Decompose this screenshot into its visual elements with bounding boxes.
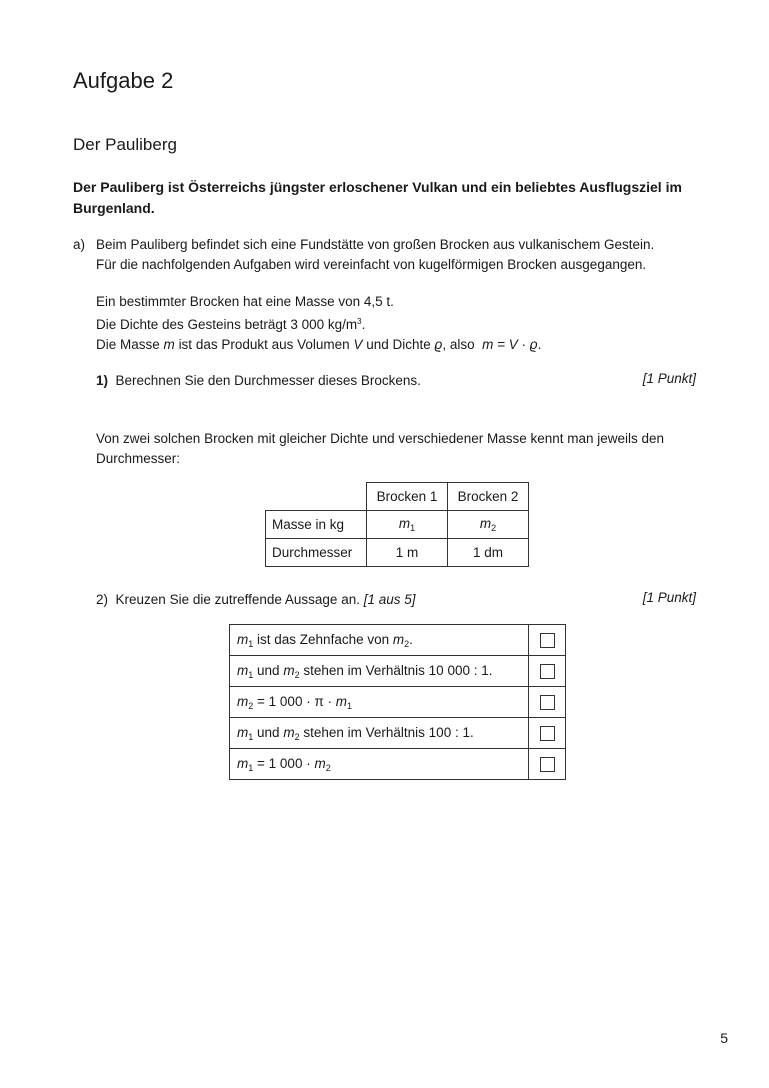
- row-label-diameter: Durchmesser: [266, 539, 367, 567]
- option-4-text: [230, 718, 529, 749]
- option-text: = 1 000 · π ·: [257, 693, 333, 709]
- var-m: m: [335, 693, 348, 709]
- option-1-checkbox-cell[interactable]: [529, 625, 566, 656]
- var-m: m: [237, 724, 249, 740]
- option-text: ist das Zehnfache von: [257, 631, 390, 647]
- option-4-checkbox-cell[interactable]: [529, 718, 566, 749]
- part-a-label: a): [73, 237, 86, 252]
- table-row: [230, 625, 566, 656]
- formula-var-v: V: [353, 337, 363, 352]
- density-exponent: 3: [357, 317, 362, 326]
- density-line: [96, 312, 716, 335]
- var-m: m: [237, 755, 249, 771]
- question-2-text: Kreuzen Sie die zutreffende Aussage an.: [115, 592, 360, 607]
- option-2-checkbox[interactable]: [540, 664, 555, 679]
- var-m: m: [392, 631, 405, 647]
- option-2-text: [230, 656, 529, 687]
- var-m: m: [479, 516, 492, 531]
- row-label-mass: Masse in kg: [266, 511, 367, 539]
- table-row: [266, 483, 529, 511]
- var-m: m: [398, 516, 411, 531]
- formula-var-m: m: [163, 337, 175, 352]
- header-brocken-1: Brocken 1: [367, 483, 448, 511]
- var-m: m: [237, 693, 249, 709]
- table-row: [230, 656, 566, 687]
- question-2-points: [1 Punkt]: [642, 590, 696, 605]
- var-m: m: [237, 662, 249, 678]
- subscript: 2: [294, 669, 300, 680]
- option-4-checkbox[interactable]: [540, 726, 555, 741]
- option-2-checkbox-cell[interactable]: [529, 656, 566, 687]
- cell-diameter-2: 1 dm: [448, 539, 529, 567]
- cell-mass-2: [448, 511, 529, 539]
- formula-end: .: [537, 337, 542, 352]
- formula-text: ist das Produkt aus Volumen: [178, 337, 350, 352]
- table-row: [230, 749, 566, 780]
- option-1-checkbox[interactable]: [540, 633, 555, 648]
- subscript: 1: [248, 638, 254, 649]
- subscript: 1: [347, 700, 353, 711]
- cell-diameter-1: 1 m: [367, 539, 448, 567]
- option-text: und: [257, 724, 280, 740]
- var-m: m: [314, 755, 326, 771]
- mass-line: Ein bestimmter Brocken hat eine Masse von 4,5 t.: [96, 294, 394, 309]
- question-1-text: Berechnen Sie den Durchmesser dieses Brockens.: [115, 373, 421, 388]
- density-end: .: [361, 317, 366, 332]
- part-a-text: [96, 235, 716, 275]
- cell-mass-1: [367, 511, 448, 539]
- question-1-number: 1): [96, 373, 109, 388]
- option-3-text: [230, 687, 529, 718]
- subscript: 2: [404, 638, 410, 649]
- page-title: Aufgabe 2: [73, 68, 174, 93]
- var-m: m: [237, 631, 249, 647]
- option-5-text: [230, 749, 529, 780]
- var-m: m: [283, 662, 295, 678]
- density-text: Die Dichte des Gesteins beträgt 3 000 kg/m: [96, 317, 358, 332]
- option-3-checkbox[interactable]: [540, 695, 555, 710]
- table-corner: [266, 483, 367, 511]
- subscript: 2: [294, 731, 300, 742]
- section-title: Der Pauliberg: [73, 135, 177, 154]
- intro-text: Der Pauliberg ist Österreichs jüngster erloschener Vulkan und ein beliebtes Ausflugsziel im Burgenland.: [73, 179, 682, 216]
- formula-var-rho: ϱ: [434, 337, 443, 352]
- option-5-checkbox-cell[interactable]: [529, 749, 566, 780]
- option-1-text: [230, 625, 529, 656]
- subscript: 1: [248, 762, 254, 773]
- subscript: 2: [248, 700, 254, 711]
- table-row: [230, 687, 566, 718]
- subscript: 2: [491, 523, 497, 533]
- option-text: stehen im Verhältnis 100 : 1.: [303, 724, 474, 740]
- subscript: 1: [410, 523, 416, 533]
- subscript: 1: [248, 669, 254, 680]
- var-m: m: [283, 724, 295, 740]
- subscript: 2: [325, 762, 331, 773]
- formula-line: [96, 335, 716, 355]
- question-2-hint: [1 aus 5]: [363, 592, 416, 607]
- table-row: [230, 718, 566, 749]
- question-1: [96, 371, 696, 391]
- table-row: [266, 539, 529, 567]
- formula-text: , also: [442, 337, 475, 352]
- option-text: .: [409, 631, 413, 647]
- subscript: 1: [248, 731, 254, 742]
- formula-text: Die Masse: [96, 337, 160, 352]
- answer-options-table: [229, 624, 566, 780]
- given-values: [96, 292, 716, 355]
- header-brocken-2: Brocken 2: [448, 483, 529, 511]
- table-row: [266, 511, 529, 539]
- question-2-number: 2): [96, 592, 109, 607]
- option-text: stehen im Verhältnis 10 000 : 1.: [303, 662, 493, 678]
- option-3-checkbox-cell[interactable]: [529, 687, 566, 718]
- part-a-line2: Für die nachfolgenden Aufgaben wird vereinfacht von kugelförmigen Brocken ausgegangen.: [96, 257, 647, 272]
- rocks-table: [265, 482, 529, 567]
- option-5-checkbox[interactable]: [540, 757, 555, 772]
- option-text: und: [257, 662, 280, 678]
- page-number: 5: [720, 1030, 728, 1046]
- question-1-points: [1 Punkt]: [642, 371, 696, 386]
- part-a-line1: Beim Pauliberg befindet sich eine Fundstätte von großen Brocken aus vulkanischem Gestein.: [96, 237, 655, 252]
- question-2: [96, 590, 696, 610]
- two-rocks-text: Von zwei solchen Brocken mit gleicher Dichte und verschiedener Masse kennt man jeweils den Durchmesser:: [96, 431, 665, 466]
- formula-text: und Dichte: [366, 337, 431, 352]
- option-text: = 1 000 ·: [257, 755, 311, 771]
- formula-equation: m = V · ϱ: [482, 337, 538, 352]
